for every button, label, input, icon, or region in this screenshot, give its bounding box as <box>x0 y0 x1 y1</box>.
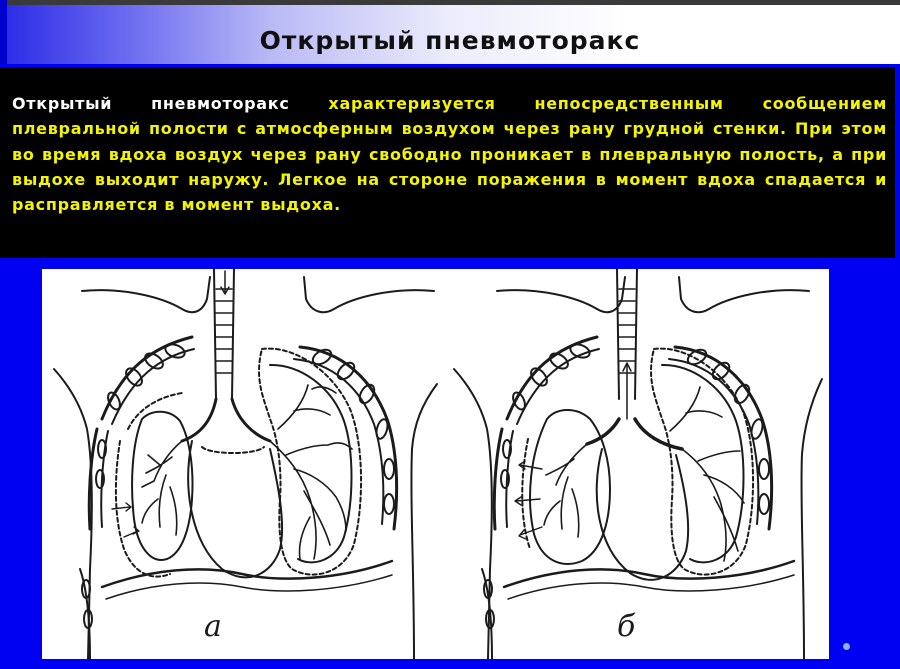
title-top-rule <box>0 0 900 5</box>
pneumothorax-diagram <box>42 269 829 659</box>
description-text <box>12 91 887 217</box>
panel-a-label: а <box>204 609 222 644</box>
panel-b-drawing <box>454 269 822 659</box>
title-bar <box>0 0 900 64</box>
panel-a-drawing <box>54 269 437 659</box>
panel-b-label: б <box>617 609 636 644</box>
description-lead: Открытый пневмоторакс <box>12 94 290 113</box>
pneumothorax-figure <box>42 269 829 659</box>
description-body: характеризуется непосредственным сообщением плевральной полости с атмосферным воздухом через рану грудной стенки. При этом во время вдоха воздух через рану свободно проникает в плевральную полость, а при выдохе выходит наружу. Легкое на стороне поражения в момент вдоха спадается и расправляется в момент выдоха. <box>12 94 887 215</box>
description-box <box>0 67 895 258</box>
slide-nav-dot[interactable] <box>843 643 850 650</box>
slide-title: Открытый пневмоторакс <box>259 26 641 55</box>
